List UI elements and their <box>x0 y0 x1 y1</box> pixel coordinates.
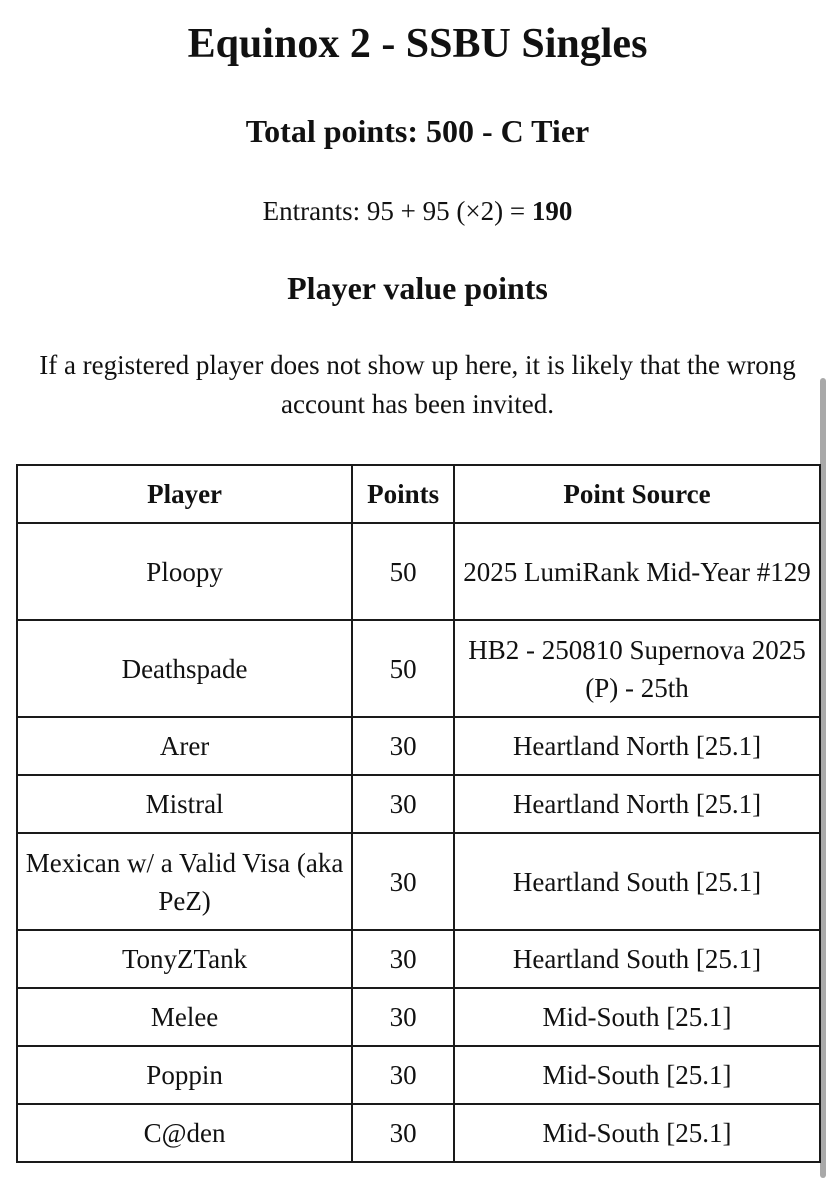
player-cell: Mexican w/ a Valid Visa (aka PeZ) <box>17 833 352 930</box>
source-cell: Mid-South [25.1] <box>454 1046 820 1104</box>
entrants-label: Entrants: 95 + 95 (×2) = <box>262 196 532 226</box>
table-row <box>17 523 820 620</box>
player-cell: Poppin <box>17 1046 352 1104</box>
table-row <box>17 833 820 930</box>
page-title: Equinox 2 - SSBU Singles <box>187 21 648 67</box>
source-cell: Mid-South [25.1] <box>454 1104 820 1162</box>
points-cell: 50 <box>352 523 454 620</box>
source-cell: Heartland South [25.1] <box>454 930 820 988</box>
table-row <box>17 988 820 1046</box>
entrants-line <box>0 193 835 229</box>
player-cell: Melee <box>17 988 352 1046</box>
points-cell: 50 <box>352 620 454 717</box>
table-row <box>17 775 820 833</box>
source-cell: Mid-South [25.1] <box>454 988 820 1046</box>
player-cell: Ploopy <box>17 523 352 620</box>
points-cell: 30 <box>352 775 454 833</box>
player-cell: TonyZTank <box>17 930 352 988</box>
source-cell: Heartland North [25.1] <box>454 775 820 833</box>
source-cell: Heartland South [25.1] <box>454 833 820 930</box>
points-cell: 30 <box>352 1104 454 1162</box>
entrants-total: 190 <box>531 196 573 226</box>
header-player: Player <box>17 465 352 523</box>
player-cell: Mistral <box>17 775 352 833</box>
points-cell: 30 <box>352 930 454 988</box>
points-cell: 30 <box>352 717 454 775</box>
source-cell: HB2 - 250810 Supernova 2025 (P) - 25th <box>454 620 820 717</box>
player-cell: Deathspade <box>17 620 352 717</box>
source-cell: 2025 LumiRank Mid-Year #129 <box>454 523 820 620</box>
total-points-heading: Total points: 500 - C Tier <box>245 113 590 149</box>
notice-text: If a registered player does not show up here, it is likely that the wrong account has been invited. <box>39 350 796 419</box>
table-row <box>17 620 820 717</box>
table-row <box>17 717 820 775</box>
table-row <box>17 930 820 988</box>
table-header-row <box>17 465 820 523</box>
table-row <box>17 1104 820 1162</box>
header-points: Points <box>352 465 454 523</box>
player-cell: Arer <box>17 717 352 775</box>
points-cell: 30 <box>352 1046 454 1104</box>
header-point-source: Point Source <box>454 465 820 523</box>
source-cell: Heartland North [25.1] <box>454 717 820 775</box>
points-cell: 30 <box>352 988 454 1046</box>
points-cell: 30 <box>352 833 454 930</box>
player-points-table <box>16 464 821 1163</box>
table-row <box>17 1046 820 1104</box>
section-title: Player value points <box>287 270 548 306</box>
player-cell: C@den <box>17 1104 352 1162</box>
